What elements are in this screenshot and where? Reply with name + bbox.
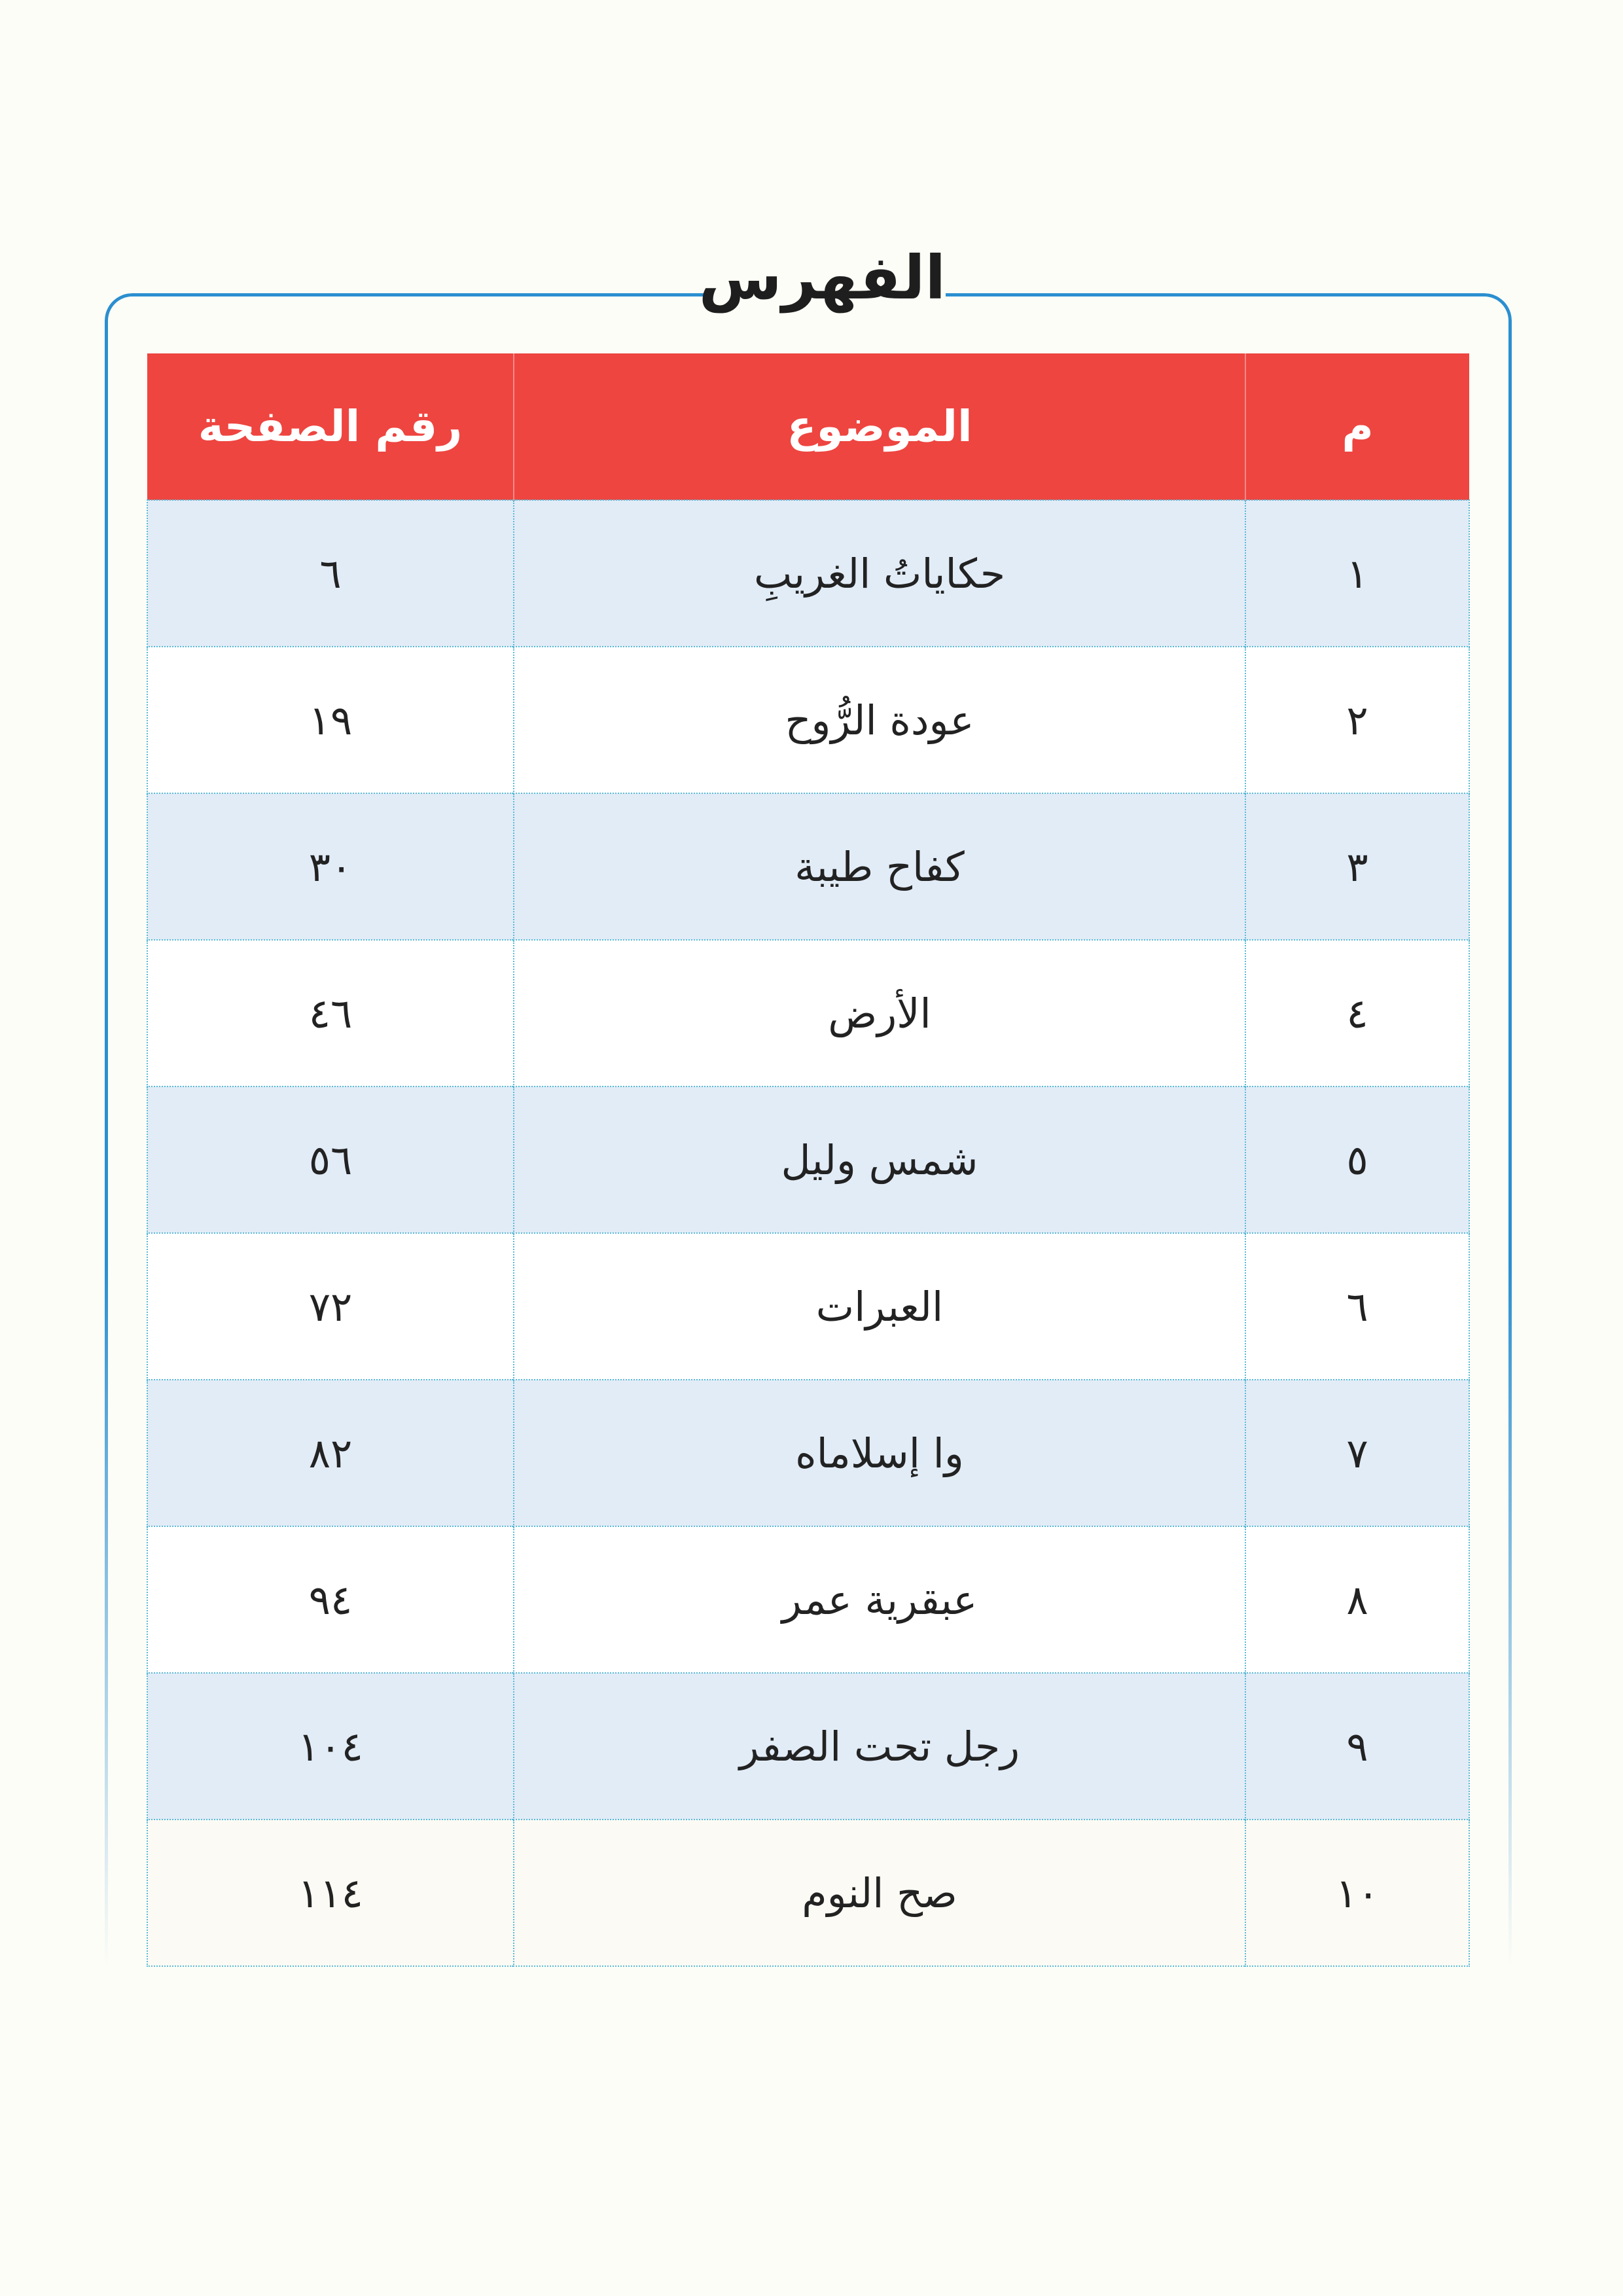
table-row [147,1233,1469,1380]
row-page: ٣٠ [147,793,514,940]
row-number: ٣ [1245,793,1469,940]
row-topic: عودة الرُّوح [514,647,1245,793]
row-topic: رجل تحت الصفر [514,1673,1245,1820]
row-page: ٩٤ [147,1526,514,1673]
table-row [147,647,1469,793]
row-number: ٧ [1245,1380,1469,1526]
header-row [147,353,1469,500]
row-number: ٩ [1245,1673,1469,1820]
row-page: ١٩ [147,647,514,793]
table-row [147,1526,1469,1673]
index-table [147,353,1470,1967]
row-number: ١٠ [1245,1820,1469,1966]
header-page: رقم الصفحة [147,353,514,500]
row-number: ٢ [1245,647,1469,793]
table-row [147,1086,1469,1233]
row-page: ١١٤ [147,1820,514,1966]
header-topic: الموضوع [514,353,1245,500]
table-row [147,1673,1469,1820]
row-topic: كفاح طيبة [514,793,1245,940]
row-page: ٧٢ [147,1233,514,1380]
row-number: ١ [1245,500,1469,647]
row-page: ٤٦ [147,940,514,1086]
row-topic: الأرض [514,940,1245,1086]
row-page: ١٠٤ [147,1673,514,1820]
row-topic: العبرات [514,1233,1245,1380]
row-topic: عبقرية عمر [514,1526,1245,1673]
row-number: ٥ [1245,1086,1469,1233]
row-page: ٦ [147,500,514,647]
table-row [147,940,1469,1086]
row-topic: حكاياتُ الغريبِ [514,500,1245,647]
row-topic: وا إسلاماه [514,1380,1245,1526]
header-number: م [1245,353,1469,500]
row-page: ٥٦ [147,1086,514,1233]
row-number: ٨ [1245,1526,1469,1673]
page-title: الفهرس [710,229,946,327]
row-number: ٦ [1245,1233,1469,1380]
row-topic: صح النوم [514,1820,1245,1966]
row-page: ٨٢ [147,1380,514,1526]
table-row [147,500,1469,647]
table-row [147,1380,1469,1526]
row-topic: شمس وليل [514,1086,1245,1233]
table-row [147,1820,1469,1966]
table-row [147,793,1469,940]
row-number: ٤ [1245,940,1469,1086]
